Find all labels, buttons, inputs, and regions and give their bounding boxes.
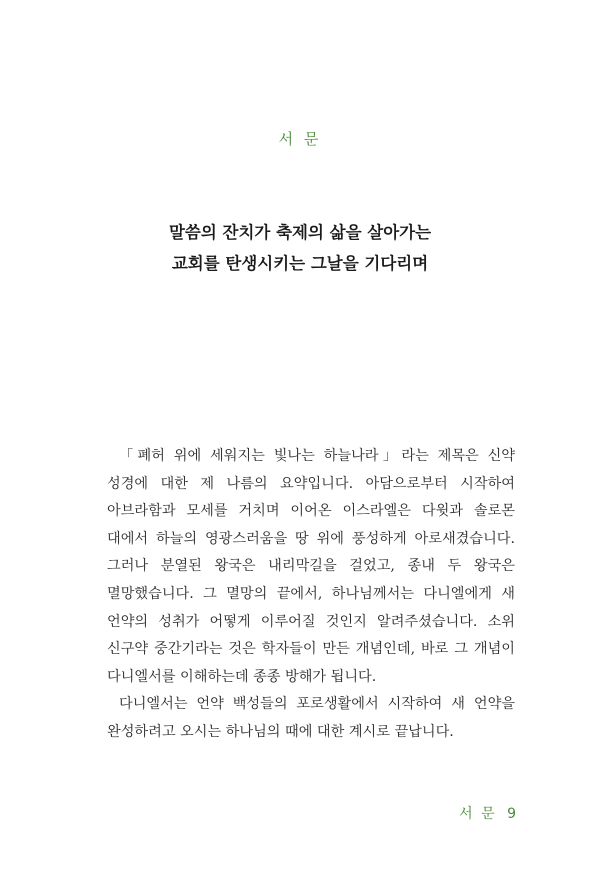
subtitle-line-1: 말씀의 잔치가 축제의 삶을 살아가는 [168,223,432,242]
page-footer [459,803,516,823]
section-heading: 서 문 [278,130,322,148]
paragraph-1: 「폐허 위에 세워지는 빛나는 하늘나라」라는 제목은 신약 성경에 대한 제 나름의 요약입니다. 아담으로부터 시작하여 아브라함과 모세를 거치며 이어온 이스라엘은 다윗과 솔로몬 대에서 하늘의 영광스러움을 땅 위에 풍성하게 아로새겼습니다. 그러나 분열된 왕국은 내리막길을 걸었고, 종내 두 왕국은 멸망했습니다. 그 멸망의 끝에서, 하나님께서는 다니엘에게 새 언약의 성취가 어떻게 이루어질 것인지 알려주셨습니다. 소위 신구약 중간기라는 것은 학자들이 만든 개념인데, 바로 그 개념이 다니엘서를 이해하는데 종종 방해가 됩니다. [107,448,515,685]
running-footer-label: 서 문 [459,806,497,822]
body-text [107,443,515,747]
chapter-subtitle [0,217,600,279]
page-number: 9 [507,806,516,822]
subtitle-line-2: 교회를 탄생시키는 그날을 기다리며 [171,254,429,273]
paragraph-2: 다니엘서는 언약 백성들의 포로생활에서 시작하여 새 언약을 완성하려고 오시는 하나님의 때에 대한 계시로 끝납니다. [107,696,515,740]
